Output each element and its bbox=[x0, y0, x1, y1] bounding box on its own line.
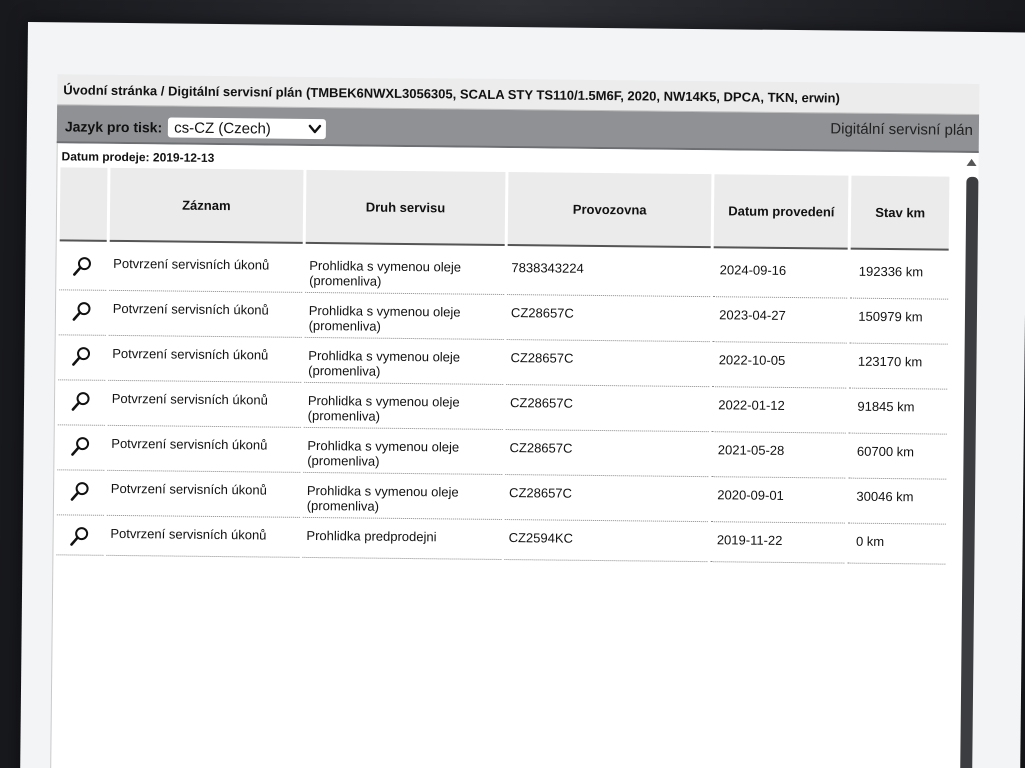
row-detail-cell bbox=[58, 335, 105, 380]
printed-page bbox=[20, 22, 1025, 768]
service-type-cell: Prohlidka predprodejni bbox=[302, 518, 502, 560]
chevron-down-icon bbox=[308, 122, 322, 136]
service-type-cell: Prohlidka s vymenou oleje (promenliva) bbox=[303, 428, 503, 475]
service-type-cell: Prohlidka s vymenou oleje (promenliva) bbox=[305, 244, 505, 295]
magnifier-icon[interactable] bbox=[69, 525, 91, 547]
workshop-cell: CZ28657C bbox=[505, 475, 709, 522]
km-cell: 123170 km bbox=[850, 344, 948, 390]
page-content bbox=[50, 74, 979, 768]
km-cell: 60700 km bbox=[849, 434, 947, 480]
page-title: Digitální servisní plán bbox=[830, 119, 974, 139]
scrollbar[interactable] bbox=[960, 177, 978, 768]
language-group bbox=[65, 116, 326, 139]
service-type-cell: Prohlidka s vymenou oleje (promenliva) bbox=[304, 338, 504, 385]
service-type-cell: Prohlidka s vymenou oleje (promenliva) bbox=[303, 473, 503, 520]
km-cell: 0 km bbox=[848, 524, 946, 565]
record-cell: Potvrzení servisních úkonů bbox=[108, 381, 302, 428]
table-body bbox=[56, 241, 948, 564]
header-service-type[interactable]: Druh servisu bbox=[306, 170, 506, 246]
row-detail-cell bbox=[59, 241, 106, 290]
service-type-cell: Prohlidka s vymenou oleje (promenliva) bbox=[305, 293, 505, 340]
record-cell: Potvrzení servisních úkonů bbox=[108, 291, 302, 338]
date-cell: 2023-04-27 bbox=[713, 297, 848, 343]
workshop-cell: 7838343224 bbox=[507, 246, 711, 297]
date-cell: 2024-09-16 bbox=[713, 248, 848, 298]
km-cell: 91845 km bbox=[849, 389, 947, 435]
table-row bbox=[56, 515, 945, 564]
magnifier-icon[interactable] bbox=[69, 480, 91, 502]
header-km[interactable]: Stav km bbox=[851, 176, 949, 251]
breadcrumb-text[interactable]: Úvodní stránka / Digitální servisní plán (TMBEK6NWXL3056305, SCALA STY TS110/1.5M6F, 2020, NW14K5, DPCA, TKN, erwin) bbox=[63, 81, 840, 106]
date-cell: 2020-09-01 bbox=[711, 477, 846, 523]
row-detail-cell bbox=[59, 290, 106, 335]
workshop-cell: CZ28657C bbox=[506, 385, 710, 432]
magnifier-icon[interactable] bbox=[71, 300, 93, 322]
workshop-cell: CZ28657C bbox=[505, 430, 709, 477]
magnifier-icon[interactable] bbox=[71, 345, 93, 367]
service-type-cell: Prohlidka s vymenou oleje (promenliva) bbox=[304, 383, 504, 430]
workshop-cell: CZ28657C bbox=[506, 340, 710, 387]
header-date[interactable]: Datum provedení bbox=[714, 174, 849, 249]
header-workshop[interactable]: Provozovna bbox=[508, 172, 712, 248]
date-cell: 2022-01-12 bbox=[712, 387, 847, 433]
record-cell: Potvrzení servisních úkonů bbox=[109, 242, 303, 293]
table-header-row bbox=[60, 167, 950, 250]
language-select-value: cs-CZ (Czech) bbox=[174, 119, 271, 138]
header-record[interactable]: Záznam bbox=[109, 168, 303, 244]
row-detail-cell bbox=[56, 515, 103, 555]
workshop-cell: CZ2594KC bbox=[504, 520, 708, 562]
service-table bbox=[53, 167, 952, 564]
header-icon-column bbox=[60, 167, 108, 241]
magnifier-icon[interactable] bbox=[72, 255, 94, 277]
row-detail-cell bbox=[57, 470, 104, 515]
row-detail-cell bbox=[57, 425, 104, 470]
sale-date: Datum prodeje: 2019-12-13 bbox=[61, 149, 215, 165]
date-cell: 2022-10-05 bbox=[712, 342, 847, 388]
language-select[interactable] bbox=[168, 117, 326, 139]
row-detail-cell bbox=[58, 380, 105, 425]
km-cell: 150979 km bbox=[850, 299, 948, 345]
date-cell: 2021-05-28 bbox=[712, 432, 847, 478]
km-cell: 192336 km bbox=[851, 250, 949, 300]
date-cell: 2019-11-22 bbox=[711, 522, 846, 563]
km-cell: 30046 km bbox=[848, 479, 946, 525]
record-cell: Potvrzení servisních úkonů bbox=[108, 336, 302, 383]
language-label: Jazyk pro tisk: bbox=[64, 118, 163, 136]
record-cell: Potvrzení servisních úkonů bbox=[107, 426, 301, 473]
workshop-cell: CZ28657C bbox=[507, 295, 711, 342]
record-cell: Potvrzení servisních úkonů bbox=[106, 516, 299, 558]
arrow-up-icon[interactable] bbox=[967, 159, 977, 166]
magnifier-icon[interactable] bbox=[70, 390, 92, 412]
magnifier-icon[interactable] bbox=[70, 435, 92, 457]
service-plan-panel bbox=[50, 143, 979, 768]
record-cell: Potvrzení servisních úkonů bbox=[107, 471, 301, 518]
